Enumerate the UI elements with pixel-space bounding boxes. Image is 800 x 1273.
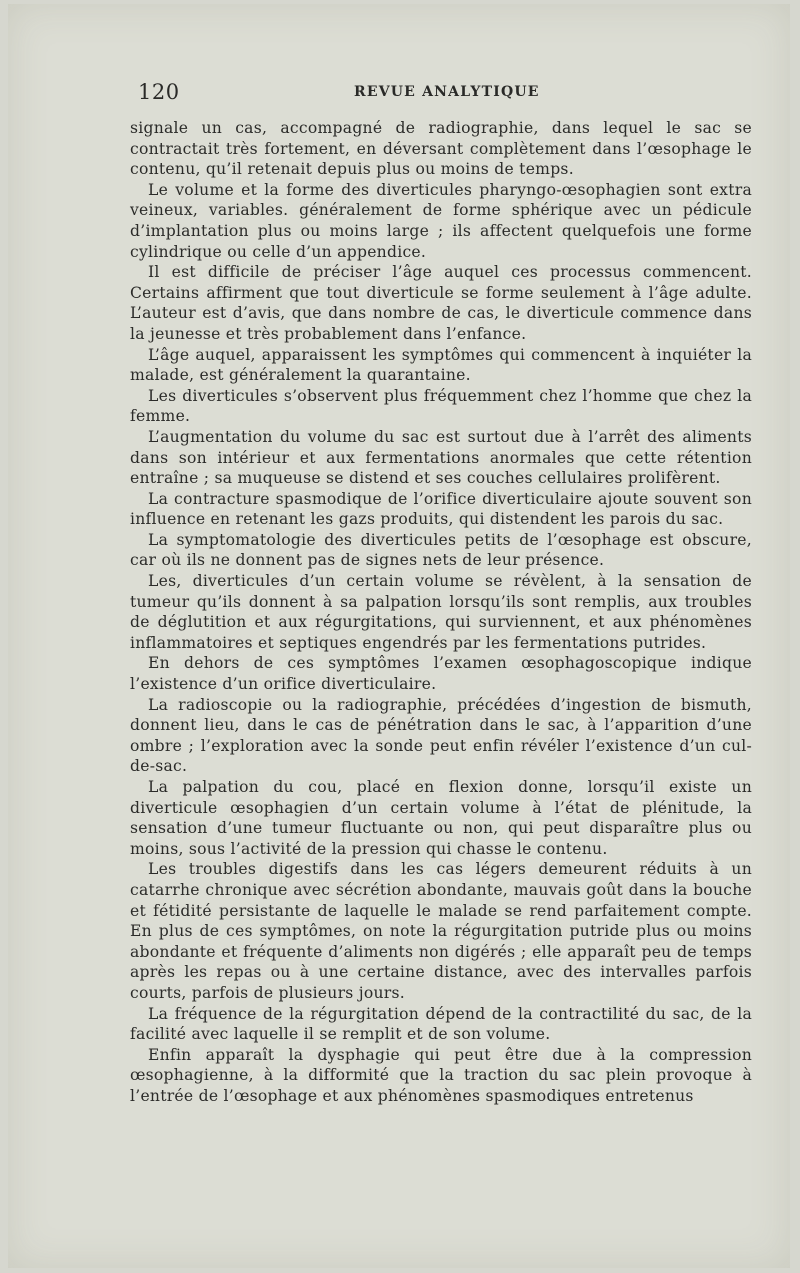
paragraph: La symptomatologie des diverticules petits de l’œsophage est obscure, car où ils ne donnent pas de signes nets de leur présence. [130, 530, 752, 570]
paragraph: signale un cas, accompagné de radiographie, dans lequel le sac se contractait très fortement, en déversant complètement dans l’œsophage le contenu, qu’il retenait depuis plus ou moins de temps. [130, 119, 752, 179]
page-number: 120 [138, 80, 180, 104]
running-title: REVUE ANALYTIQUE [354, 84, 540, 100]
paragraph: L’augmentation du volume du sac est surtout due à l’arrêt des aliments dans son intérieur et aux fermentations anormales que cette rétention entraîne ; sa muqueuse se distend et ses couches cellulaires prolifèrent. [130, 427, 752, 488]
paragraph: L’âge auquel, apparaissent les symptômes qui commencent à inquiéter la malade, est généralement la quarantaine. [130, 345, 752, 385]
paragraph: En dehors de ces symptômes l’examen œsophagoscopique indique l’existence d’un orifice diverticulaire. [130, 654, 752, 694]
paragraph: La radioscopie ou la radiographie, précédées d’ingestion de bismuth, donnent lieu, dans le cas de pénétration dans le sac, à l’apparition d’une ombre ; l’exploration avec la sonde peut enfin révéler l’existence d’un cul-de-sac. [130, 695, 752, 776]
paragraph: Le volume et la forme des diverticules pharyngo-œsophagien sont extra veineux, variables. généralement de forme sphérique avec un pédicule d’implantation plus ou moins large ; ils affectent quelquefois une forme cylindrique ou celle d’un appendice. [130, 180, 752, 261]
paragraph: Il est difficile de préciser l’âge auquel ces processus commencent. Certains affirment que tout diverticule se forme seulement à l’âge adulte. L’auteur est d’avis, que dans nombre de cas, le diverticule commence dans la jeunesse et très probablement dans l’enfance. [130, 263, 752, 343]
paragraph: Les diverticules s’observent plus fréquemment chez l’homme que chez la femme. [130, 386, 752, 426]
paragraph: Les troubles digestifs dans les cas légers demeurent réduits à un catarrhe chronique avec sécrétion abondante, mauvais goût dans la bouche et fétidité persistante de laquelle le malade se rend parfaitement compte. En plus de ces symptômes, on note la régurgitation putride plus ou moins abondante et fréquente d’aliments non digérés ; elle apparaît peu de temps après les repas ou à une certaine distance, avec des intervalles parfois courts, parfois de plusieurs jours. [130, 860, 752, 1002]
paragraph: La contracture spasmodique de l’orifice diverticulaire ajoute souvent son influence en retenant les gazs produits, qui distendent les parois du sac. [130, 489, 752, 529]
paragraph: Les, diverticules d’un certain volume se révèlent, à la sensation de tumeur qu’ils donnent à sa palpation lorsqu’ils sont remplis, aux troubles de déglutition et aux régurgitations, qui surviennent, et aux phénomènes inflammatoires et septiques engendrés par les fermentations putrides. [130, 572, 752, 652]
body-text [130, 118, 752, 1107]
page-header [134, 80, 764, 110]
paragraph: La palpation du cou, placé en flexion donne, lorsqu’il existe un diverticule œsophagien d’un certain volume à l’état de plénitude, la sensation d’une tumeur fluctuante ou non, qui peut disparaître plus ou moins, sous l’activité de la pression qui chasse le contenu. [130, 778, 752, 858]
paragraph: Enfin apparaît la dysphagie qui peut être due à la compression œsophagienne, à la difformité que la traction du sac plein provoque à l’entrée de l’œsophage et aux phénomènes spasmodiques entretenus [130, 1045, 752, 1105]
paragraph: La fréquence de la régurgitation dépend de la contractilité du sac, de la facilité avec laquelle il se remplit et de son volume. [130, 1004, 752, 1044]
